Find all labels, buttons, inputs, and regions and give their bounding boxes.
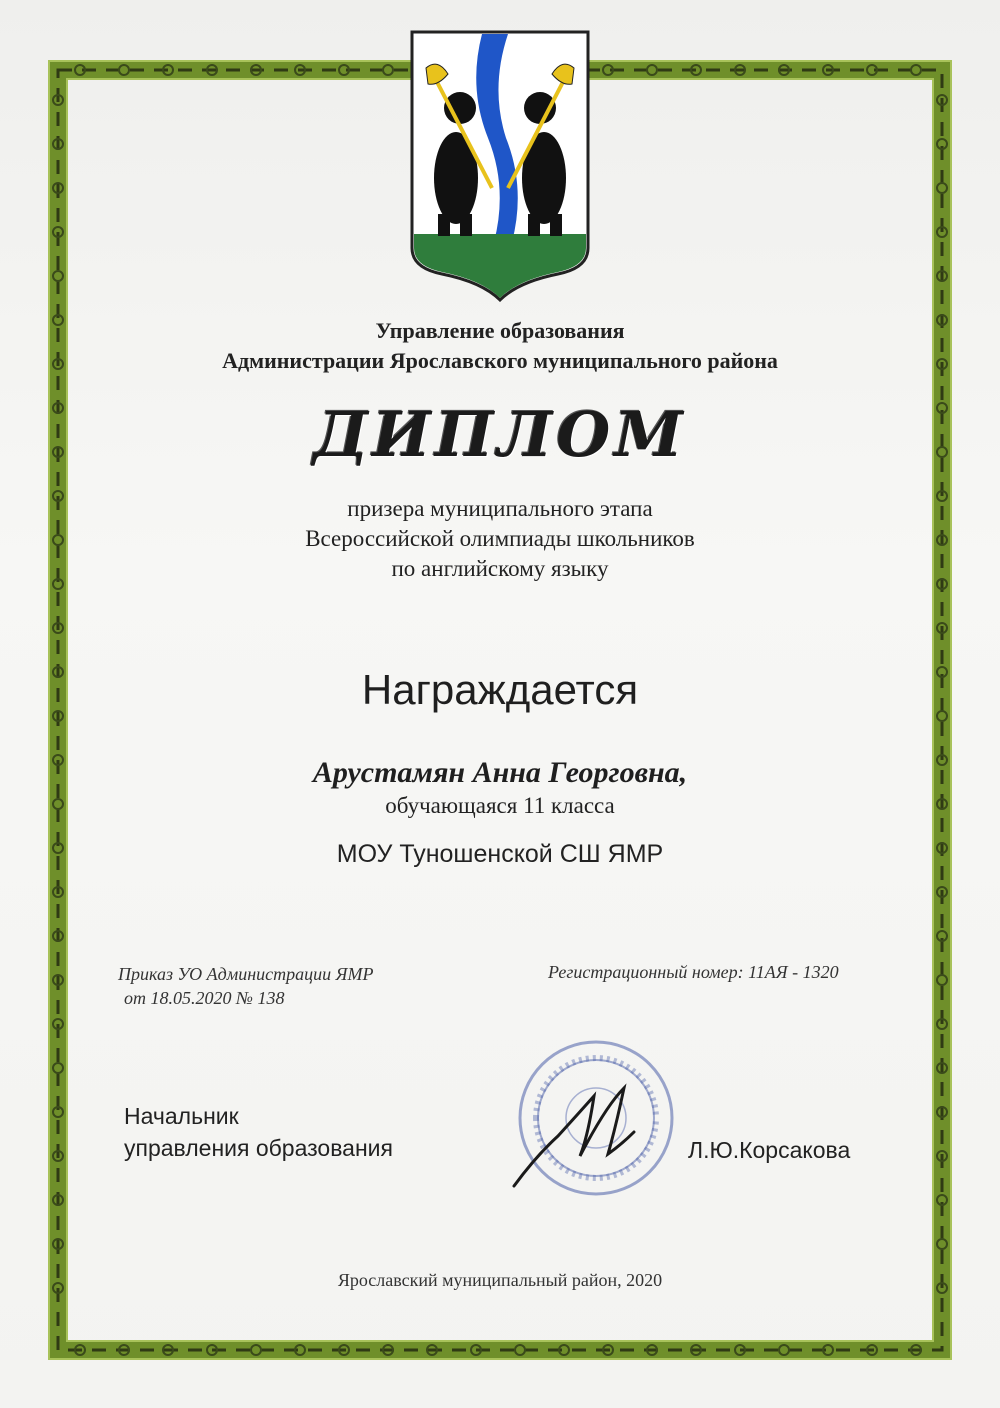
subtitle-line-3: по английскому языку xyxy=(391,556,609,581)
order-line-2: от 18.05.2020 № 138 xyxy=(124,988,285,1008)
registration-number: Регистрационный номер: 11АЯ - 1320 xyxy=(548,962,839,982)
coat-of-arms-icon xyxy=(408,28,592,304)
organization-header xyxy=(0,316,1000,376)
chief-title xyxy=(124,1100,393,1164)
subtitle-line-2: Всероссийской олимпиады школьников xyxy=(305,526,695,551)
diploma-subtitle xyxy=(0,494,1000,584)
seal-stamp-icon xyxy=(496,1036,686,1206)
recipient-school: МОУ Туношенской СШ ЯМР xyxy=(336,840,664,868)
awarded-label: Награждается xyxy=(361,666,639,713)
organization-line-2: Администрации Ярославского муниципального района xyxy=(222,348,778,373)
diploma-title: ДИПЛОМ xyxy=(313,398,687,471)
organization-line-1: Управление образования xyxy=(375,318,625,343)
chief-line-1: Начальник xyxy=(124,1103,239,1129)
subtitle-line-1: призера муниципального этапа xyxy=(347,496,653,521)
recipient-name: Арустамян Анна Георговна, xyxy=(312,756,688,789)
footer-place-year: Ярославский муниципальный район, 2020 xyxy=(337,1270,663,1290)
recipient-grade: обучающаяся 11 класса xyxy=(385,793,615,818)
order-reference xyxy=(118,962,373,1010)
order-line-1: Приказ УО Администрации ЯМР xyxy=(118,964,374,984)
chief-line-2: управления образования xyxy=(124,1135,393,1161)
signer-name: Л.Ю.Корсакова xyxy=(688,1137,851,1163)
